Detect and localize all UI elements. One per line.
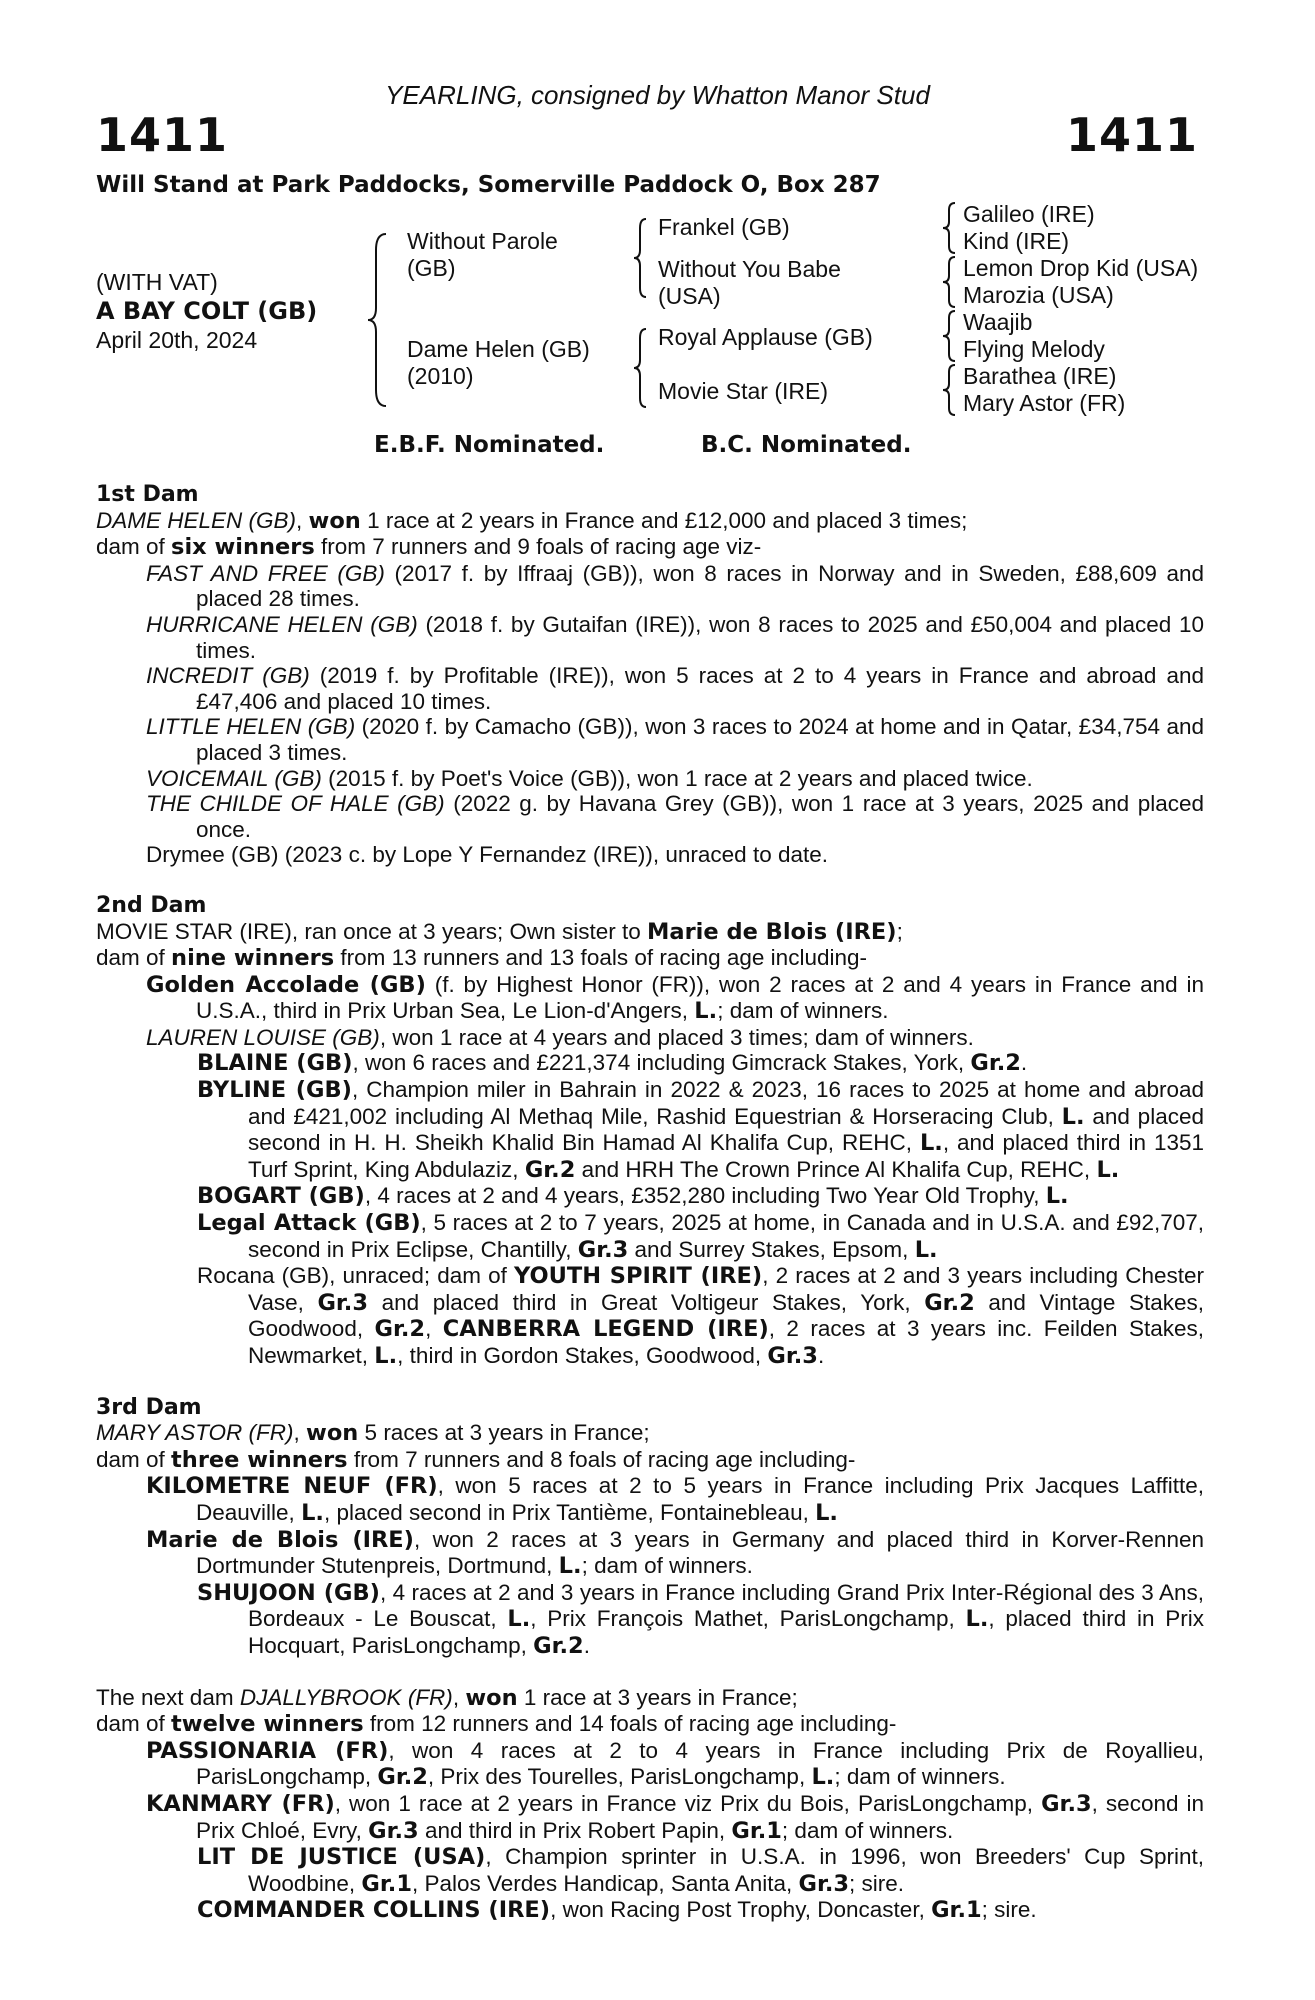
produce-entry: KANMARY (FR), won 1 race at 2 years in France viz Prix du Bois, ParisLongchamp, Gr.3, second in Prix Chloé, Evry, Gr.3 and third in Prix Robert Papin, Gr.1; dam of winners. <box>146 1790 1205 1844</box>
foaling-date: April 20th, 2024 <box>96 327 258 353</box>
second-dam-produce-summary: dam of nine winners from 13 runners and 13 foals of racing age including- <box>96 945 867 972</box>
pedigree-brace-g3-2 <box>940 254 960 310</box>
pedigree-brace-dam <box>630 326 650 410</box>
first-dam-line: DAME HELEN (GB), won 1 race at 2 years in France and £12,000 and placed 3 times; <box>96 507 968 534</box>
grandproduce-entry: COMMANDER COLLINS (IRE), won Racing Post Trophy, Doncaster, Gr.1; sire. <box>197 1897 1037 1924</box>
produce-entry: FAST AND FREE (GB) (2017 f. by Iffraaj (GB)), won 8 races in Norway and in Sweden, £88,609 and placed 28 times. <box>146 560 1204 612</box>
pedigree-gen3-4 <box>963 363 1125 417</box>
subject-horse <box>96 268 317 355</box>
pedigree-gen3-1 <box>963 201 1095 255</box>
pedigree-brace-main <box>364 230 394 410</box>
pedigree-brace-sire <box>630 216 650 300</box>
grandproduce-entry: BLAINE (GB), won 6 races and £221,374 including Gimcrack Stakes, York, Gr.2. <box>197 1050 1028 1077</box>
grandproduce-entry: BOGART (GB), 4 races at 2 and 4 years, £352,280 including Two Year Old Trophy, L. <box>197 1183 1069 1210</box>
pedigree-brace-g3-4 <box>940 362 960 418</box>
grandproduce-entry: BYLINE (GB), Champion miler in Bahrain in 2022 & 2023, 16 races to 2025 at home and abroad and £421,002 including Al Methaq Mile, Rashid Equestrian & Horseracing Club, L. and placed second in H. H. Sheikh Khalid Bin Hamad Al Khalifa Cup, REHC, L., and placed third in 1351 Turf Sprint, King Abdulaziz, Gr.2 and HRH The Crown Prince Al Khalifa Cup, REHC, L. <box>197 1077 1204 1183</box>
pedigree-gen3-3 <box>963 309 1105 363</box>
stabling-location: Will Stand at Park Paddocks, Somerville Paddock O, Box 287 <box>96 172 881 198</box>
produce-entry: INCREDIT (GB) (2019 f. by Profitable (IRE)), won 5 races at 2 to 4 years in France and abroad and £47,406 and placed 10 times. <box>146 663 1204 714</box>
gen3-name: Barathea (IRE) <box>963 363 1117 389</box>
grandproduce-entry: SHUJOON (GB), 4 races at 2 and 3 years in France including Grand Prix Inter-Régional des 3 Ans, Bordeaux - Le Bouscat, L., Prix François Mathet, ParisLongchamp, L., placed third in Prix Hocquart, ParisLongchamp, Gr.2. <box>197 1579 1204 1659</box>
catalogue-body <box>96 482 1204 1924</box>
consignment-line: YEARLING, consigned by Whatton Manor Stud <box>385 80 930 110</box>
third-dam-line: MARY ASTOR (FR), won 5 races at 3 years in France; <box>96 1420 650 1447</box>
second-dam-line: MOVIE STAR (IRE), ran once at 3 years; Own sister to Marie de Blois (IRE); <box>96 918 903 945</box>
next-dam-produce-summary: dam of twelve winners from 12 runners and 14 foals of racing age including- <box>96 1711 897 1738</box>
produce-entry: LITTLE HELEN (GB) (2020 f. by Camacho (GB)), won 3 races to 2024 at home and in Qatar, £34,754 and placed 3 times. <box>146 714 1204 765</box>
produce-entry: Drymee (GB) (2023 c. by Lope Y Fernandez (IRE)), unraced to date. <box>146 842 829 868</box>
grandproduce-entry: Legal Attack (GB), 5 races at 2 to 7 years, 2025 at home, in Canada and in U.S.A. and £92,707, second in Prix Eclipse, Chantilly, Gr.3 and Surrey Stakes, Epsom, L. <box>197 1210 1204 1263</box>
lot-number-right: 1411 <box>1065 108 1198 162</box>
first-dam-heading: 1st Dam <box>96 482 199 507</box>
produce-entry: HURRICANE HELEN (GB) (2018 f. by Gutaifan (IRE)), won 8 races to 2025 and £50,004 and placed 10 times. <box>146 611 1204 663</box>
gen3-name: Kind (IRE) <box>963 228 1070 254</box>
bc-nomination: B.C. Nominated. <box>701 432 912 458</box>
vat-note: (WITH VAT) <box>96 269 218 295</box>
next-dam-line: The next dam DJALLYBROOK (FR), won 1 race at 3 years in France; <box>96 1684 798 1711</box>
gen3-name: Lemon Drop Kid (USA) <box>963 255 1199 281</box>
gen3-name: Marozia (USA) <box>963 282 1114 308</box>
grandproduce-entry: Rocana (GB), unraced; dam of YOUTH SPIRIT (IRE), 2 races at 2 and 3 years including Chester Vase, Gr.3 and placed third in Great Voltigeur Stakes, York, Gr.2 and Vintage Stakes, Goodwood, Gr.2, CANBERRA LEGEND (IRE), 2 races at 3 years inc. Feilden Stakes, Newmarket, L., third in Gordon Stakes, Goodwood, Gr.3. <box>197 1263 1204 1369</box>
pedigree-gen2-4: Movie Star (IRE) <box>658 378 828 404</box>
produce-entry: PASSIONARIA (FR), won 4 races at 2 to 4 years in France including Prix de Royallieu, ParisLongchamp, Gr.2, Prix des Tourelles, ParisLongchamp, L.; dam of winners. <box>146 1737 1204 1791</box>
pedigree-gen2-1: Frankel (GB) <box>658 214 790 240</box>
first-dam-produce-summary: dam of six winners from 7 runners and 9 foals of racing age viz- <box>96 534 762 561</box>
produce-entry: KILOMETRE NEUF (FR), won 5 races at 2 to 5 years in France including Prix Jacques Laffitte, Deauville, L., placed second in Prix Tantième, Fontainebleau, L. <box>146 1473 1204 1526</box>
gen3-name: Flying Melody <box>963 336 1105 362</box>
produce-entry: Golden Accolade (GB) (f. by Highest Honor (FR)), won 2 races at 2 and 4 years in France and in U.S.A., third in Prix Urban Sea, Le Lion-d'Angers, L.; dam of winners. <box>146 971 1205 1025</box>
sire-name: Without Parole <box>407 228 558 254</box>
produce-entry: LAUREN LOUISE (GB), won 1 race at 4 years and placed 3 times; dam of winners. <box>146 1024 974 1050</box>
pedigree-brace-g3-3 <box>940 308 960 364</box>
horse-name: A BAY COLT (GB) <box>96 297 318 325</box>
gen2-2-origin: (USA) <box>658 283 721 309</box>
ebf-nomination: E.B.F. Nominated. <box>374 432 605 458</box>
sire-origin: (GB) <box>407 255 456 281</box>
produce-entry: THE CHILDE OF HALE (GB) (2022 g. by Havana Grey (GB)), won 1 race at 3 years, 2025 and placed once. <box>146 791 1204 842</box>
third-dam-produce-summary: dam of three winners from 7 runners and 8 foals of racing age including- <box>96 1446 856 1473</box>
pedigree-sire <box>407 228 558 282</box>
pedigree-gen3-2 <box>963 255 1198 309</box>
gen3-name: Galileo (IRE) <box>963 201 1095 227</box>
pedigree-gen2-3: Royal Applause (GB) <box>658 324 873 350</box>
lot-number-left: 1411 <box>96 108 229 162</box>
dam-name: Dame Helen (GB) <box>407 336 590 362</box>
dam-year: (2010) <box>407 363 474 389</box>
gen3-name: Waajib <box>963 309 1033 335</box>
pedigree-brace-g3-1 <box>940 200 960 256</box>
grandproduce-entry: LIT DE JUSTICE (USA), Champion sprinter in U.S.A. in 1996, won Breeders' Cup Sprint, Woodbine, Gr.1, Palos Verdes Handicap, Santa Anita, Gr.3; sire. <box>197 1844 1204 1897</box>
third-dam-heading: 3rd Dam <box>96 1394 202 1420</box>
produce-entry: Marie de Blois (IRE), won 2 races at 3 years in Germany and placed third in Korver-Rennen Dortmunder Stutenpreis, Dortmund, L.; dam of winners. <box>146 1526 1204 1580</box>
second-dam-heading: 2nd Dam <box>96 892 207 918</box>
gen2-2-name: Without You Babe <box>658 256 841 282</box>
gen3-name: Mary Astor (FR) <box>963 390 1126 416</box>
produce-entry: VOICEMAIL (GB) (2015 f. by Poet's Voice (GB)), won 1 race at 2 years and placed twice. <box>146 765 1033 791</box>
pedigree-dam <box>407 336 590 390</box>
pedigree-gen2-2 <box>658 256 841 310</box>
